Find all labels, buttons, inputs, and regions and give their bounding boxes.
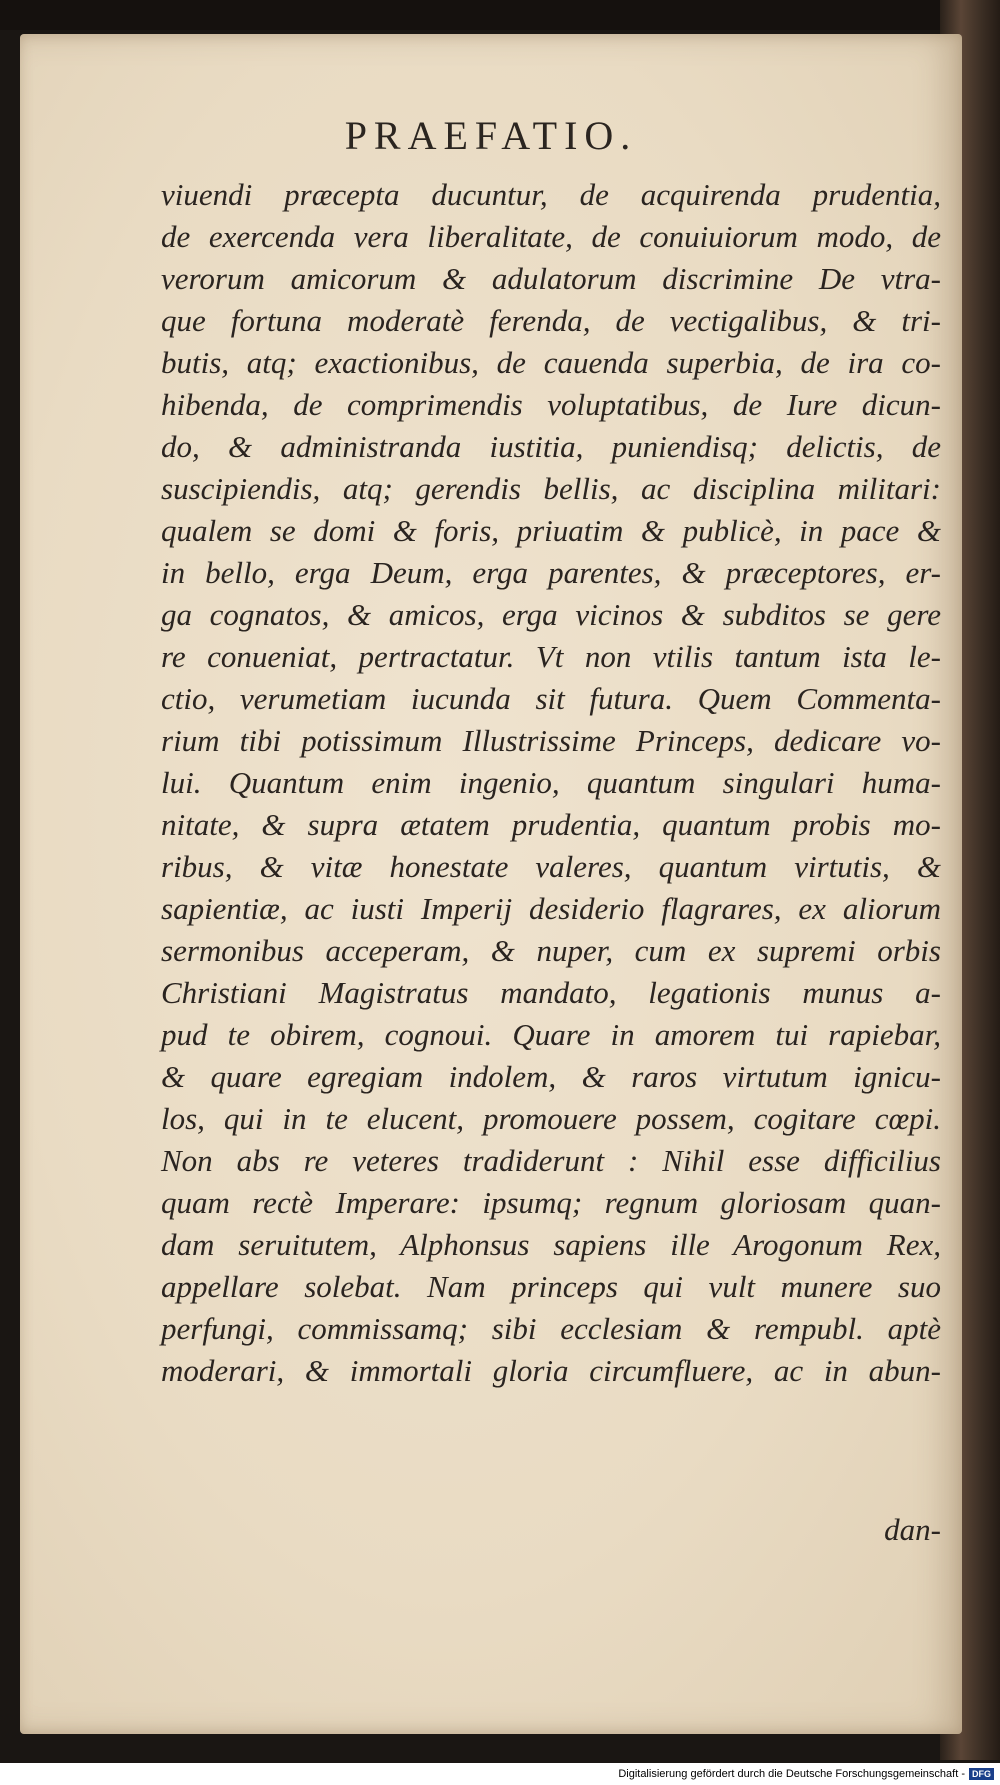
text-line: Christiani Magistratus mandato, legationis munus a-	[161, 975, 941, 1010]
text-line: qualem se domi & foris, priuatim & publicè, in pace &	[161, 513, 941, 548]
text-line: ribus, & vitæ honestate valeres, quantum virtutis, &	[161, 849, 941, 884]
text-line: rium tibi potissimum Illustrissime Princeps, dedicare vo-	[161, 723, 941, 758]
text-line: verorum amicorum & adulatorum discrimine De vtra-	[161, 261, 941, 296]
dfg-logo: DFG	[969, 1768, 994, 1780]
text-line: viuendi præcepta ducuntur, de acquirenda prudentia,	[161, 177, 941, 212]
text-line: suscipiendis, atq; gerendis bellis, ac disciplina militari:	[161, 471, 941, 506]
text-line: in bello, erga Deum, erga parentes, & præceptores, er-	[161, 555, 941, 590]
text-line: dam seruitutem, Alphonsus sapiens ille Arogonum Rex,	[161, 1227, 941, 1262]
text-line: sermonibus acceperam, & nuper, cum ex supremi orbis	[161, 933, 941, 968]
text-line: de exercenda vera liberalitate, de conuiuiorum modo, de	[161, 219, 941, 254]
text-line: que fortuna moderatè ferenda, de vectigalibus, & tri-	[161, 303, 941, 338]
text-line: moderari, & immortali gloria circumfluere, ac in abun-	[161, 1353, 941, 1388]
text-line: do, & administranda iustitia, puniendisq; delictis, de	[161, 429, 941, 464]
running-head: PRAEFATIO.	[344, 113, 638, 158]
scan-top-background	[0, 0, 1000, 30]
text-line: & quare egregiam indolem, & raros virtutum ignicu-	[161, 1059, 941, 1094]
text-line: butis, atq; exactionibus, de cauenda superbia, de ira co-	[161, 345, 941, 380]
text-line: ga cognatos, & amicos, erga vicinos & subditos se gere	[161, 597, 941, 632]
text-line: los, qui in te elucent, promouere possem, cogitare cœpi.	[161, 1101, 941, 1136]
text-line: pud te obirem, cognoui. Quare in amorem tui rapiebar,	[161, 1017, 941, 1052]
text-line: quam rectè Imperare: ipsumq; regnum gloriosam quan-	[161, 1185, 941, 1220]
text-line: sapientiæ, ac iusti Imperij desiderio flagrares, ex aliorum	[161, 891, 941, 926]
text-line: re conueniat, pertractatur. Vt non vtilis tantum ista le-	[161, 639, 941, 674]
text-line: hibenda, de comprimendis voluptatibus, de Iure dicun-	[161, 387, 941, 422]
catchword: dan-	[884, 1512, 941, 1547]
text-line: lui. Quantum enim ingenio, quantum singulari huma-	[161, 765, 941, 800]
text-line: appellare solebat. Nam princeps qui vult munere suo	[161, 1269, 941, 1304]
text-line: ctio, verumetiam iucunda sit futura. Quem Commenta-	[161, 681, 941, 716]
body-text	[161, 174, 941, 1392]
text-line: nitate, & supra ætatem prudentia, quantum probis mo-	[161, 807, 941, 842]
digitization-footer	[0, 1763, 1000, 1785]
funding-notice: Digitalisierung gefördert durch die Deutsche Forschungsgemeinschaft -	[618, 1768, 965, 1780]
text-line: Non abs re veteres tradiderunt : Nihil esse difficilius	[161, 1143, 941, 1178]
book-page	[20, 34, 962, 1734]
text-line: perfungi, commissamq; sibi ecclesiam & rempubl. aptè	[161, 1311, 941, 1346]
